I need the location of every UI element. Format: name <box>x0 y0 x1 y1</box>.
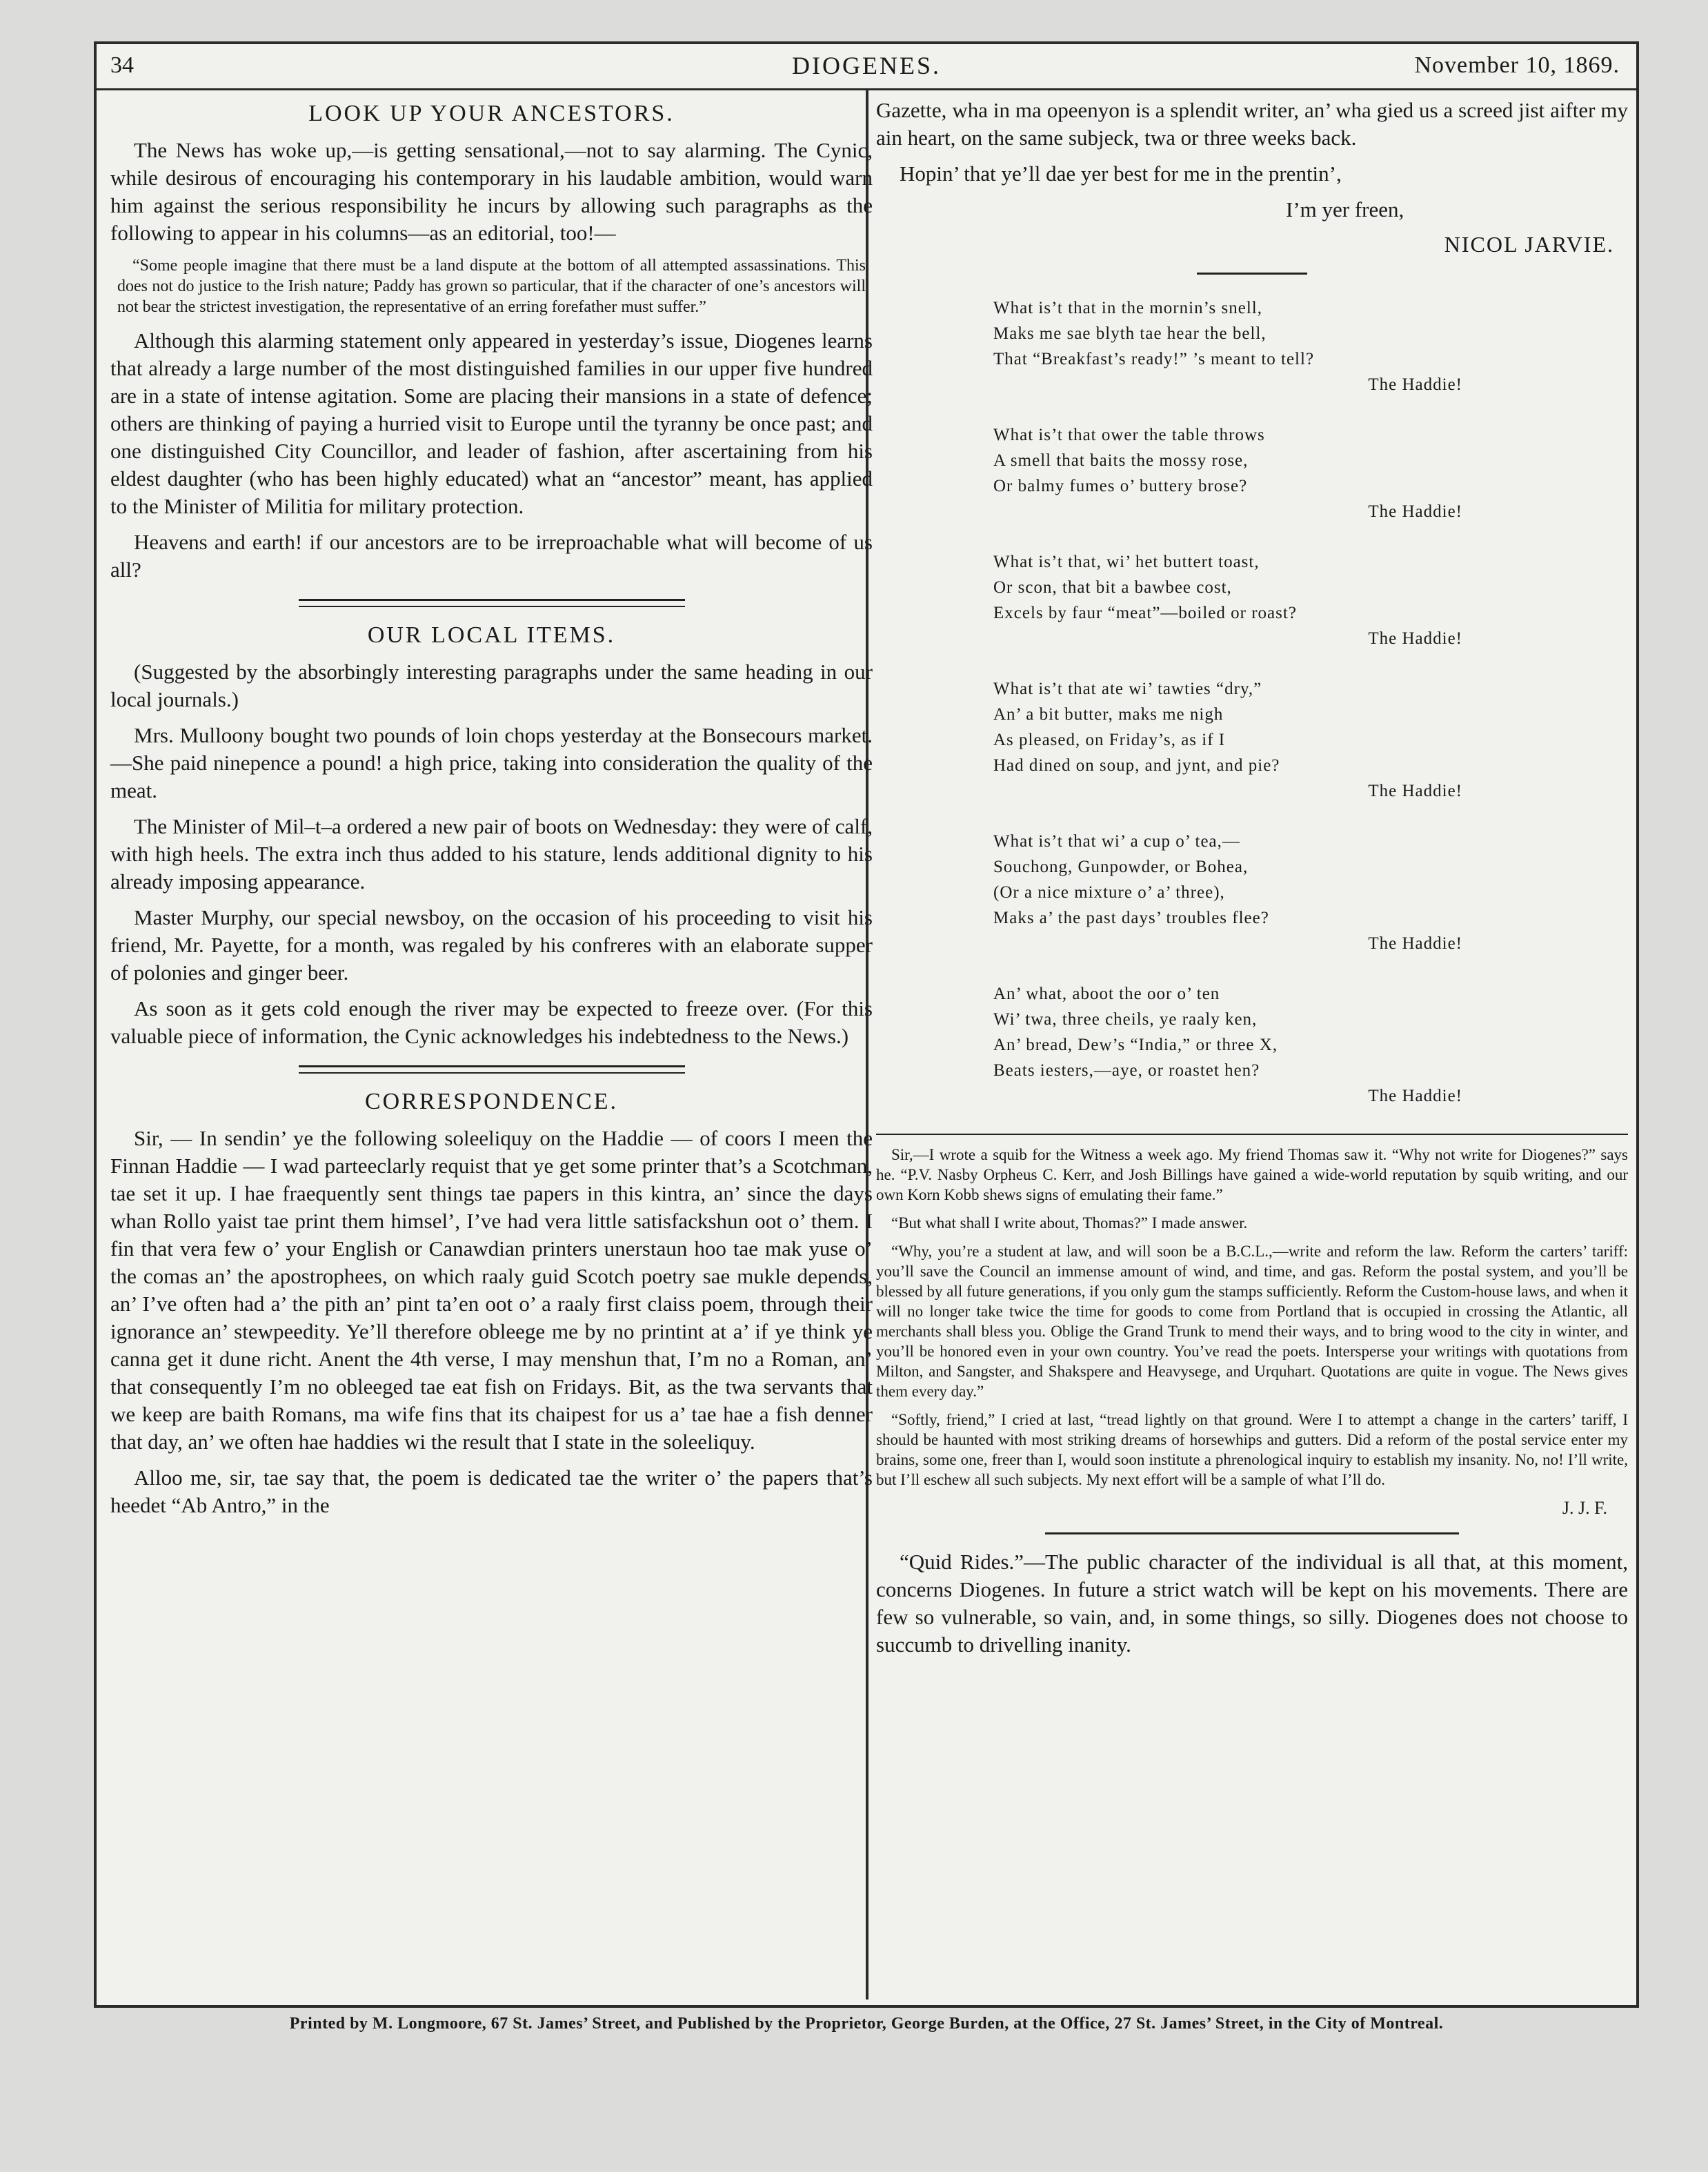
printer-imprint: Printed by M. Longmoore, 67 St. James’ Street, and Published by the Proprietor, George Burden, at the Office, 27 St. James’ Street, in the City of Montreal. <box>289 2015 1444 2033</box>
local-items-intro: (Suggested by the absorbingly interesting paragraphs under the same heading in our local journals.) <box>110 660 873 711</box>
poem-line: That “Breakfast’s ready!” ’s meant to tell? <box>993 350 1315 368</box>
poem-refrain: The Haddie! <box>1368 934 1462 953</box>
ancestors-heading: LOOK UP YOUR ANCESTORS. <box>308 101 675 126</box>
masthead <box>97 44 1636 90</box>
section-rule <box>1045 1532 1459 1534</box>
poem-stanza <box>993 422 1518 524</box>
correspondence-paragraph-1: Sir, — In sendin’ ye the following soleeliquy on the Haddie — of coors I meen the Finnan Haddie — I wad parteeclarly requist that ye get some printer that’s a Scotchman, tae set it up. I hae fraequently sent things tae papers in this kintra, an’ since the days whan Rollo yaist tae print them himsel’, I’ve had vera little satisfackshun oot o’ them. I fin that vera few o’ your English or Canawdian printers unerstaun hoo tae mak yuse o’ the comas an’ the apostrophees, on which raaly guid Scotch poetry sae mukle depends, an’ I’ve often had a’ the pith an’ pint ta’en oot o’ a raaly first claiss poem, through their ignorance an’ stewpeedity. Ye’ll therefore obleege me by no printint at a’ if ye think ye canna get it dune richt. Anent the 4th verse, I may menshun that, I’m no a Roman, an’ that consequently I’m no obleeged tae eat fish on Fridays. Bit, as the twa servants that we keep are baith Romans, ma wife fins that its chaipest for us a’ tae hae a fish denner that day, an’ we often hae haddies wi the result that I state in the soleeliquy. <box>110 1126 873 1454</box>
poem-line: (Or a nice mixture o’ a’ three), <box>993 883 1225 902</box>
poem-line: An’ what, aboot the oor o’ ten <box>993 985 1220 1003</box>
local-items-heading: OUR LOCAL ITEMS. <box>367 622 616 648</box>
poem-line: Had dined on soup, and jynt, and pie? <box>993 756 1280 775</box>
poem-refrain: The Haddie! <box>1368 1087 1462 1105</box>
local-item: Mrs. Mulloony bought two pounds of loin chops yesterday at the Bonsecours market.—She paid ninepence a pound! a high price, taking into consideration the quality of the meat. <box>110 723 873 802</box>
squib-paragraph: “Softly, friend,” I cried at last, “tread lightly on that ground. Were I to attempt a change in the carters’ tariff, I should be haunted with most striking dreams of horsewhips and gutters. Did a reform of the postal service enter my brains, some one, freer than I, would soon institute a phrenological inquiry to establish my insanity. No, no! I’ll write, but I’ll eschew all such subjects. My next effort will be a sample of what I’ll do. <box>876 1411 1628 1488</box>
section-rule <box>299 1065 685 1074</box>
poem-stanza <box>993 549 1518 651</box>
ancestors-paragraph-1: The News has woke up,—is getting sensational,—not to say alarming. The Cynic, while desirous of encouraging his contemporary in his laudable ambition, would warn him against the serious responsibility he incurs by allowing such paragraphs as the following to appear in his columns—as an editorial, too!— <box>110 138 873 245</box>
newspaper-title: DIOGENES. <box>792 52 941 79</box>
squib-paragraph: “Why, you’re a student at law, and will soon be a B.C.L.,—write and reform the law. Reform the carters’ tariff: you’ll save the Council an immense amount of wind, and time, and gas. Reform the postal system, and you’ll be blessed by all future generations, if you only gum the stamps sufficiently. Reform the Custom-house laws, and when it will no longer take twice the time for goods to come from Portland that is occupied in crossing the Atlantic, all merchants shall bless you. Oblige the Grand Trunk to mend their ways, and to bring wood to the city in winter, and you’ll be honored even in your own country. You’ve read the poets. Intersperse your writings with quotations from Milton, and Sangster, and Shakspere and Heavysege, and Urquhart. Quotations are quite in vogue. The News gives them every day.” <box>876 1243 1628 1400</box>
haddie-poem <box>993 295 1518 1109</box>
poem-line: Or scon, that bit a bawbee cost, <box>993 578 1232 597</box>
poem-stanza <box>993 981 1518 1109</box>
poem-line: Maks a’ the past days’ troubles flee? <box>993 909 1269 927</box>
section-rule <box>876 1134 1628 1135</box>
poem-line: Excels by faur “meat”—boiled or roast? <box>993 604 1297 622</box>
poem-stanza <box>993 829 1518 956</box>
poem-line: Or balmy fumes o’ buttery brose? <box>993 477 1248 495</box>
poem-line: A smell that baits the mossy rose, <box>993 451 1249 470</box>
ancestors-quote: “Some people imagine that there must be a land dispute at the bottom of all attempted assassinations. This does not do justice to the Irish nature; Paddy has grown so particular, that if the character of one’s ancestors will not bear the strictest investigation, the representative of an erring forefather must suffer.” <box>117 257 866 316</box>
issue-date: November 10, 1869. <box>1414 52 1620 78</box>
local-item: As soon as it gets cold enough the river may be expected to freeze over. (For this valuable piece of information, the Cynic acknowledges his indebtedness to the News.) <box>110 996 873 1048</box>
poem-line: An’ bread, Dew’s “India,” or three X, <box>993 1036 1278 1054</box>
ancestors-paragraph-2: Although this alarming statement only appeared in yesterday’s issue, Diogenes learns that already a large number of the most distinguished families in our upper five hundred are in a state of intense agitation. Some are placing their mansions in a state of defence; others are thinking of paying a hurried visit to Europe until the tyranny be once past; and one distinguished City Councillor, and leader of fashion, after ascertaining from his eldest daughter (who has been highly educated) what an “ancestor” meant, has applied to the Minister of Militia for military protection. <box>110 328 873 518</box>
poem-stanza <box>993 676 1518 804</box>
correspondence-heading: CORRESPONDENCE. <box>364 1089 619 1114</box>
poem-line: What is’t that, wi’ het buttert toast, <box>993 553 1260 571</box>
squib-paragraph: Sir,—I wrote a squib for the Witness a week ago. My friend Thomas saw it. “Why not write for Diogenes?” says he. “P.V. Nasby Orpheus C. Kerr, and Josh Billings have gained a wide-world reputation by squib writing, and our own Korn Kobb shews signs of emulating their fame.” <box>876 1146 1628 1203</box>
poem-refrain: The Haddie! <box>1368 502 1462 521</box>
poem-line: Maks me sae blyth tae hear the bell, <box>993 324 1267 343</box>
squib-signature: J. J. F. <box>1562 1498 1607 1518</box>
poem-line: Souchong, Gunpowder, or Bohea, <box>993 858 1249 876</box>
newspaper-page <box>94 41 1639 2008</box>
ancestors-paragraph-3: Heavens and earth! if our ancestors are to be irreproachable what will become of us all? <box>110 530 873 582</box>
poem-line: What is’t that ower the table throws <box>993 426 1265 444</box>
poem-line: As pleased, on Friday’s, as if I <box>993 731 1226 749</box>
section-rule <box>1197 273 1307 275</box>
poem-refrain: The Haddie! <box>1368 375 1462 394</box>
quid-rides-paragraph: “Quid Rides.”—The public character of the individual is all that, at this moment, concerns Diogenes. In future a strict watch will be kept on his movements. There are few so vulnerable, so vain, and, in some things, so silly. Diogenes does not choose to succumb to drivelling inanity. <box>876 1550 1628 1657</box>
letter-closing: I’m yer freen, <box>1286 197 1404 221</box>
page-number: 34 <box>110 52 134 78</box>
correspondence-continuation: Gazette, wha in ma opeenyon is a splendit writer, an’ wha gied us a screed jist aifter my ain heart, on the same subjeck, twa or three weeks back. <box>876 98 1628 150</box>
poem-refrain: The Haddie! <box>1368 629 1462 648</box>
poem-line: Beats iesters,—aye, or roastet hen? <box>993 1061 1260 1080</box>
poem-line: What is’t that ate wi’ tawties “dry,” <box>993 680 1262 698</box>
poem-refrain: The Haddie! <box>1368 782 1462 800</box>
left-column <box>110 97 873 1991</box>
poem-line: What is’t that in the mornin’s snell, <box>993 299 1262 317</box>
right-column <box>876 97 1628 1991</box>
correspondence-paragraph-2: Alloo me, sir, tae say that, the poem is dedicated tae the writer o’ the papers that’s heedet “Ab Antro,” in the <box>110 1465 873 1517</box>
poem-line: What is’t that wi’ a cup o’ tea,— <box>993 832 1240 851</box>
local-item: Master Murphy, our special newsboy, on the occasion of his proceeding to visit his friend, Mr. Payette, for a month, was regaled by his confreres with an elaborate supper of polonies and ginger beer. <box>110 905 873 985</box>
letter-signature: NICOL JARVIE. <box>1444 232 1614 257</box>
poem-line: Wi’ twa, three cheils, ye raaly ken, <box>993 1010 1258 1029</box>
squib-paragraph: “But what shall I write about, Thomas?” I made answer. <box>891 1214 1248 1232</box>
poem-stanza <box>993 295 1518 397</box>
correspondence-paragraph-3: Hopin’ that ye’ll dae yer best for me in the prentin’, <box>900 161 1342 186</box>
poem-line: An’ a bit butter, maks me nigh <box>993 705 1224 724</box>
section-rule <box>299 599 685 607</box>
local-item: The Minister of Mil–t–a ordered a new pair of boots on Wednesday: they were of calf, with high heels. The extra inch thus added to his stature, lends additional dignity to his already imposing appearance. <box>110 814 873 894</box>
